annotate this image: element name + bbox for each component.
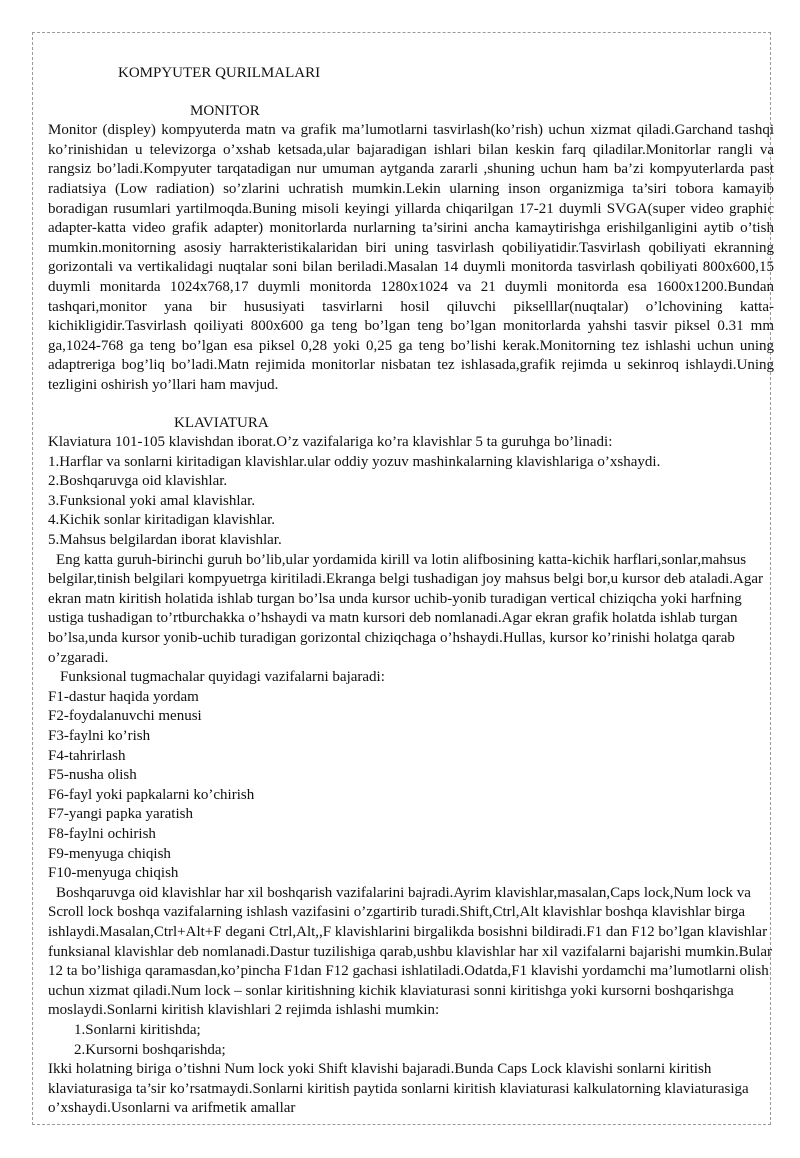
group1-paragraph: Eng katta guruh-birinchi guruh bo’lib,ular yordamida kirill va lotin alifbosining katta-kichik harflari,sonlar,mahsus belgilar,tinish belgilari kompyuetrga kiritiladi.Ekranga belgi tushadigan joy mahsus belgi bor,u kursor deb ataladi.Agar ekran matn kiritish holatida ishlab turgan bo’lsa unda kursor uchib-yonib turadigan vertical chiziqcha yoki harfning ustiga tushadigan to’rtburchakka o’hshaydi va matn kursori deb nomlanadi.Agar ekran grafik holatda ishlab turgan bo’lsa,unda kursor yonib-uchib turadigan gorizontal chiziqchaga o’hshaydi.Hullas, kursor ko’rinishi holatga qarab o’zgaradi. bbox=[48, 551, 764, 666]
list-item: 5.Mahsus belgilardan iborat klavishlar. bbox=[48, 532, 282, 549]
list-item: F8-faylni ochirish bbox=[48, 825, 156, 842]
list-item: F5-nusha olish bbox=[48, 767, 137, 784]
fkeys-intro: Funksional tugmachalar quyidagi vazifalarni bajaradi: bbox=[60, 669, 385, 686]
document-body bbox=[48, 64, 774, 1119]
list-item: F10-menyuga chiqish bbox=[48, 865, 179, 882]
list-item: 3.Funksional yoki amal klavishlar. bbox=[48, 492, 256, 509]
monitor-heading: MONITOR bbox=[190, 102, 260, 119]
control-keys-paragraph: Boshqaruvga oid klavishlar har xil boshqarish vazifalarini bajradi.Ayrim klavishlar,masalan,Caps lock,Num lock va Scroll lock boshqa vazifalarning ishlash vazifasini o’zgartirib turadi.Shift,Ctrl,Alt klavishlar boshqa klavishlar birga ishlaydi.Masalan,Ctrl+Alt+F degani Ctrl,Alt,,F klavishlarini birgalikda bosishni bildiradi.F1 dan F12 bo’lgan klavishlar funksianal klavishlar deb nomlanadi.Dastur tuzilishiga qarab,ushbu klavishlar har xil vazifalarni bajarishi mumkin.Bular 12 ta bo’lishiga qaramasdan,ko’pincha F1dan F12 gachasi ishlatiladi.Odatda,F1 klavishi yordamchi ma’lumotlarni olish uchun xizmat qiladi.Num lock – sonlar kiritishning kichik klaviaturasi sonni kiritishga yoki kursorni boshqarishga moslaydi.Sonlarni kiritish klavishlari 2 rejimda ishlashi mumkin: bbox=[48, 884, 772, 1019]
list-item: F3-faylni ko’rish bbox=[48, 728, 151, 744]
list-item: F6-fayl yoki papkalarni ko’chirish bbox=[48, 786, 255, 803]
input-modes-list bbox=[48, 1021, 774, 1060]
list-item: 1.Sonlarni kiritishda; bbox=[74, 1021, 201, 1038]
list-item: F9-menyuga chiqish bbox=[48, 845, 171, 862]
list-item: 1.Harflar va sonlarni kiritadigan klavishlar.ular oddiy yozuv mashinkalarning klavishlariga o’xshaydi. bbox=[48, 453, 661, 470]
function-keys-list bbox=[48, 688, 774, 884]
list-item: 2.Kursorni boshqarishda; bbox=[74, 1041, 226, 1058]
list-item: F2-foydalanuvchi menusi bbox=[48, 708, 202, 725]
final-paragraph: Ikki holatning biriga o’tishni Num lock yoki Shift klavishi bajaradi.Bunda Caps Lock klavishi sonlarni kiritish klaviaturasiga ta’sir ko’rsatmaydi.Sonlarni kiritish paytida sonlarni kiritish klaviaturasi kalkulatorning klaviaturasiga o’xshaydi.Usonlarni va arifmetik amallar bbox=[48, 1061, 749, 1117]
list-item: F4-tahrirlash bbox=[48, 747, 126, 764]
document-title: KOMPYUTER QURILMALARI bbox=[118, 65, 321, 81]
klaviatura-heading: KLAVIATURA bbox=[174, 414, 269, 431]
key-groups-list bbox=[48, 453, 774, 551]
list-item: 4.Kichik sonlar kiritadigan klavishlar. bbox=[48, 512, 276, 529]
list-item: F1-dastur haqida yordam bbox=[48, 688, 199, 705]
monitor-paragraph: Monitor (displey) kompyuterda matn va grafik ma’lumotlarni tasvirlash(ko’rish) uchun xizmat qiladi.Garchand tashqi ko’rinishidan u televizorga o’xshab ketsada,ular bajaradigan ishlari bilan keskin farq qiladilar.Monitorlar rangli va rangsiz bo’ladi.Kompyuter tarqatadigan nur umuman aytganda zararli ,shuning uchun ham ba’zi kompyuterlarda past radiatsiya (Low radiation) so’zlarini uchratish mumkin.Lekin ularning inson organizmiga ta’siri tobora kamayib boradigan rusumlari yartilmoqda.Buning misoli keyingi yillarda chiqarilgan 17-21 duymli SVGA(super video graphic adapter-katta video grafik adapter) monitorlarda nurlarning ta’sirini ancha kamaytirishga erishilganligini aytib o’tish mumkin.monitorning asosiy harrakteristikalaridan biri uning tasvirlash qobiliyatidir.Tasvirlash qobiliyati ekranning gorizontali va vertikalidagi nuqtalar soni bilan beriladi.Masalan 14 duymli monitorda tasvirlash qobiliyati 800x600,15 duymli monitarda 1024x768,17 duymli monitorda 1280x1024 va 21 duymli monitorda esa 1600x1200.Bundan tashqari,monitor yana bir hususiyati tasvirlarni hosil qiluvchi pikselllar(nuqtalar) o’lchovining katta-kichikligidir.Tasvirlash qoiliyati 800x600 ga teng bo’lgan teng bo’lgan monitorlarda yahshi tasvir piksel 0.31 mm ga,1024-768 ga teng bo’lgan esa piksel 0,28 yoki 0,25 ga teng bo’lishi kerak.Monitorning tez ishlashi uchun uning adaptreriga bog’liq bo’ladi.Matn rejimida monitorlar nisbatan tez ishlasada,grafik rejimda u sekinroq ishlaydi.Uning tezligini oshirish yo’llari ham mavjud. bbox=[48, 122, 774, 393]
list-item: F7-yangi papka yaratish bbox=[48, 806, 193, 823]
list-item: 2.Boshqaruvga oid klavishlar. bbox=[48, 473, 228, 490]
klaviatura-intro: Klaviatura 101-105 klavishdan iborat.O’z vazifalariga ko’ra klavishlar 5 ta guruhga bo’linadi: bbox=[48, 434, 613, 451]
